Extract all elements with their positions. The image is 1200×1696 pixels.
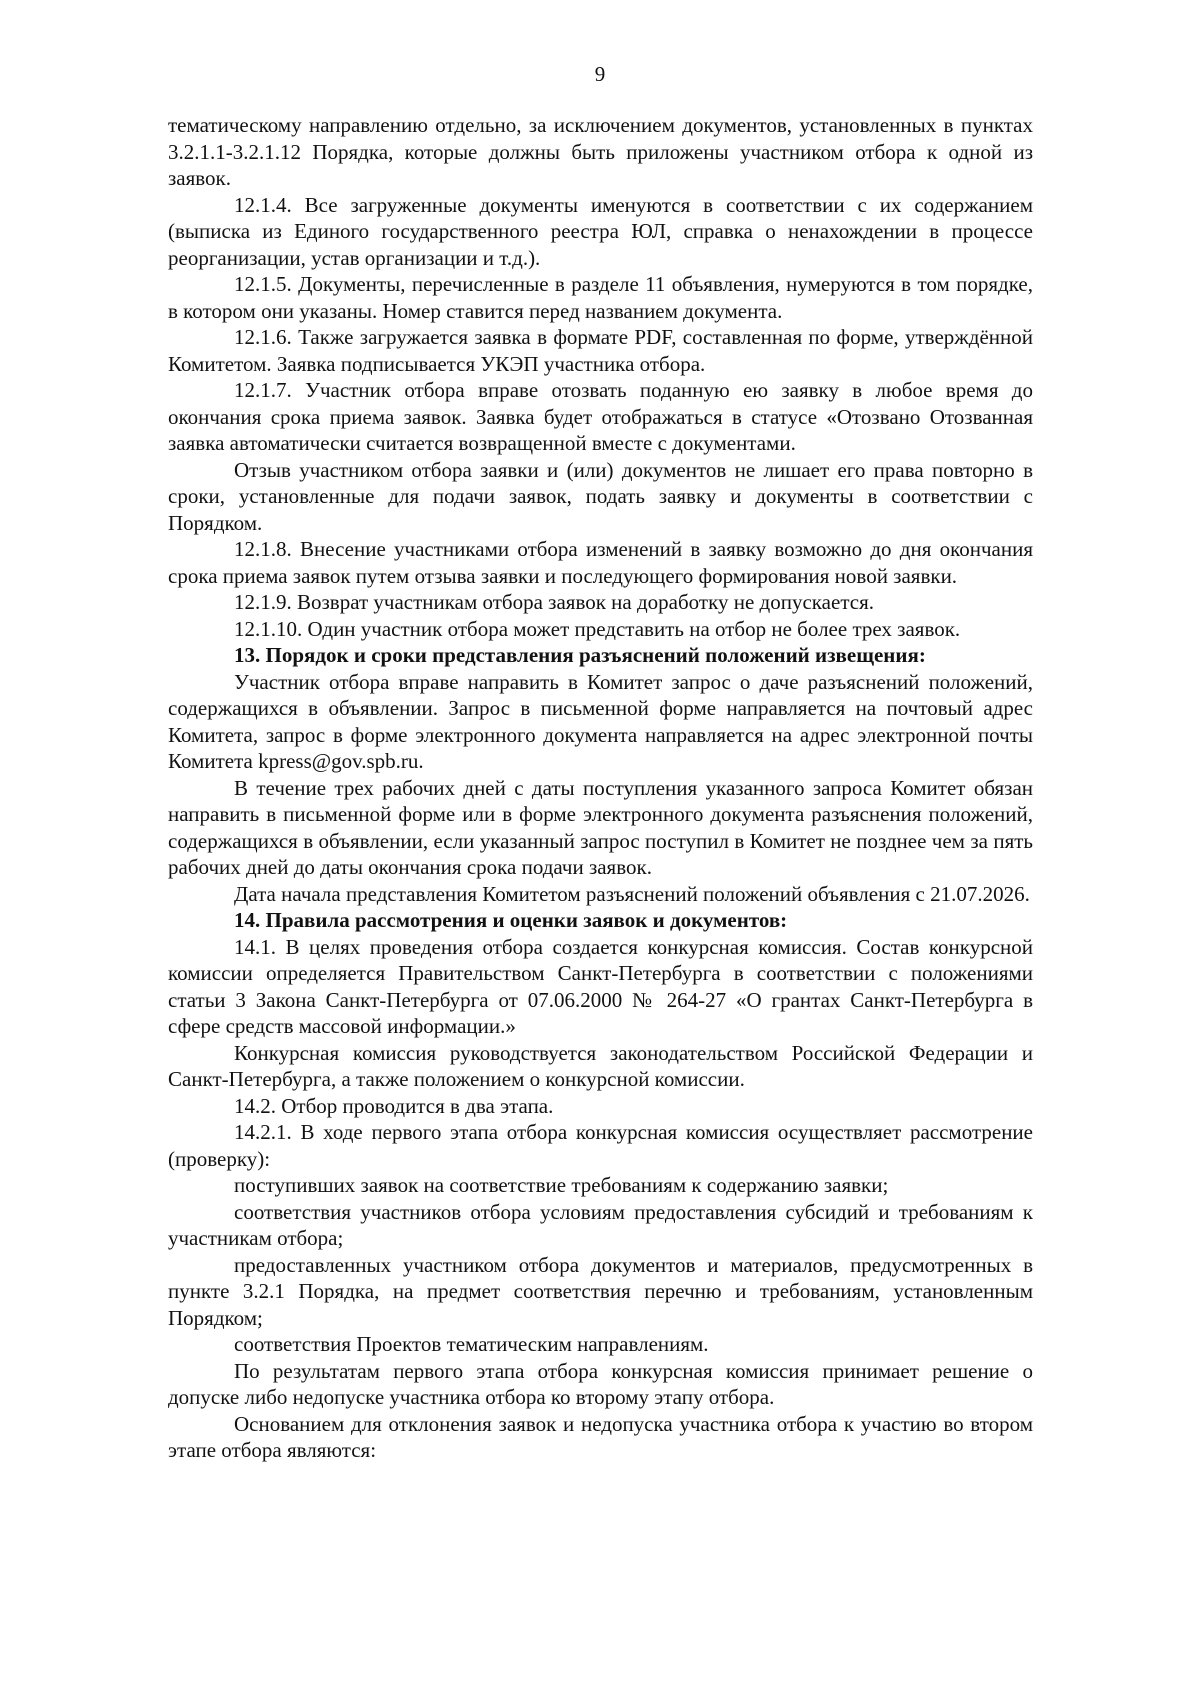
- paragraph: 12.1.6. Также загружается заявка в формате PDF, составленная по форме, утверждённой Комитетом. Заявка подписывается УКЭП участника отбора.: [168, 325, 1033, 376]
- paragraph: Отзыв участником отбора заявки и (или) документов не лишает его права повторно в сроки, установленные для подачи заявок, подать заявку и документы в соответствии с Порядком.: [168, 457, 1033, 535]
- paragraph: 14.1. В целях проведения отбора создается конкурсная комиссия. Состав конкурсной комиссии определяется Правительством Санкт-Петербурга в соответствии с положениями статьи 3 Закона Санкт-Петербурга от 07.06.2000 № 264-27 «О грантах Санкт-Петербурга в сфере средств массовой информации.»: [168, 934, 1033, 1038]
- paragraph: предоставленных участником отбора документов и материалов, предусмотренных в пункте 3.2.1 Порядка, на предмет соответствия перечню и требованиям, установленным Порядком;: [168, 1252, 1033, 1330]
- paragraph: Участник отбора вправе направить в Комитет запрос о даче разъяснений положений, содержащихся в объявлении. Запрос в письменной форме направляется на почтовый адрес Комитета, запрос в форме электронного документа направляется на адрес электронной почты Комитета kpress@gov.spb.ru.: [168, 669, 1033, 773]
- paragraph: соответствия участников отбора условиям предоставления субсидий и требованиям к участникам отбора;: [168, 1199, 1033, 1250]
- document-body: [168, 112, 1033, 1464]
- paragraph: В течение трех рабочих дней с даты поступления указанного запроса Комитет обязан направить в письменной форме или в форме электронного документа разъяснения положений, содержащихся в объявлении, если указанный запрос поступил в Комитет не позднее чем за пять рабочих дней до даты окончания срока подачи заявок.: [168, 775, 1033, 879]
- paragraph: По результатам первого этапа отбора конкурсная комиссия принимает решение о допуске либо недопуске участника отбора ко второму этапу отбора.: [168, 1358, 1033, 1409]
- paragraph: 12.1.8. Внесение участниками отбора изменений в заявку возможно до дня окончания срока приема заявок путем отзыва заявки и последующего формирования новой заявки.: [168, 537, 1033, 588]
- paragraph: 12.1.10. Один участник отбора может представить на отбор не более трех заявок.: [234, 616, 961, 641]
- paragraph: соответствия Проектов тематическим направлениям.: [234, 1332, 709, 1356]
- section-heading: 14. Правила рассмотрения и оценки заявок и документов:: [234, 908, 788, 932]
- paragraph: Конкурсная комиссия руководствуется законодательством Российской Федерации и Санкт-Петербурга, а также положением о конкурсной комиссии.: [168, 1040, 1033, 1091]
- paragraph: 12.1.5. Документы, перечисленные в разделе 11 объявления, нумеруются в том порядке, в котором они указаны. Номер ставится перед названием документа.: [168, 272, 1033, 323]
- section-heading: 13. Порядок и сроки представления разъяснений положений извещения:: [234, 643, 926, 667]
- page-number: 9: [594, 62, 606, 86]
- paragraph: 14.2.1. В ходе первого этапа отбора конкурсная комиссия осуществляет рассмотрение (проверку):: [168, 1120, 1033, 1171]
- paragraph: 12.1.7. Участник отбора вправе отозвать поданную ею заявку в любое время до окончания срока приема заявок. Заявка будет отображаться в статусе «Отозвано Отозванная заявка автоматически считается возвращенной вместе с документами.: [168, 378, 1033, 455]
- paragraph: Основанием для отклонения заявок и недопуска участника отбора к участию во втором этапе отбора являются:: [168, 1411, 1033, 1462]
- paragraph: Дата начала представления Комитетом разъяснений положений объявления с 21.07.2026.: [234, 881, 1030, 906]
- paragraph: 12.1.9. Возврат участникам отбора заявок на доработку не допускается.: [234, 590, 874, 614]
- paragraph: 12.1.4. Все загруженные документы именуются в соответствии с их содержанием (выписка из Единого государственного реестра ЮЛ, справка о ненахождении в процессе реорганизации, устав организации и т.д.).: [168, 192, 1033, 270]
- paragraph: тематическому направлению отдельно, за исключением документов, установленных в пунктах 3.2.1.1-3.2.1.12 Порядка, которые должны быть приложены участником отбора к одной из заявок.: [168, 113, 1033, 190]
- paragraph: 14.2. Отбор проводится в два этапа.: [234, 1093, 554, 1118]
- paragraph: поступивших заявок на соответствие требованиям к содержанию заявки;: [234, 1173, 889, 1197]
